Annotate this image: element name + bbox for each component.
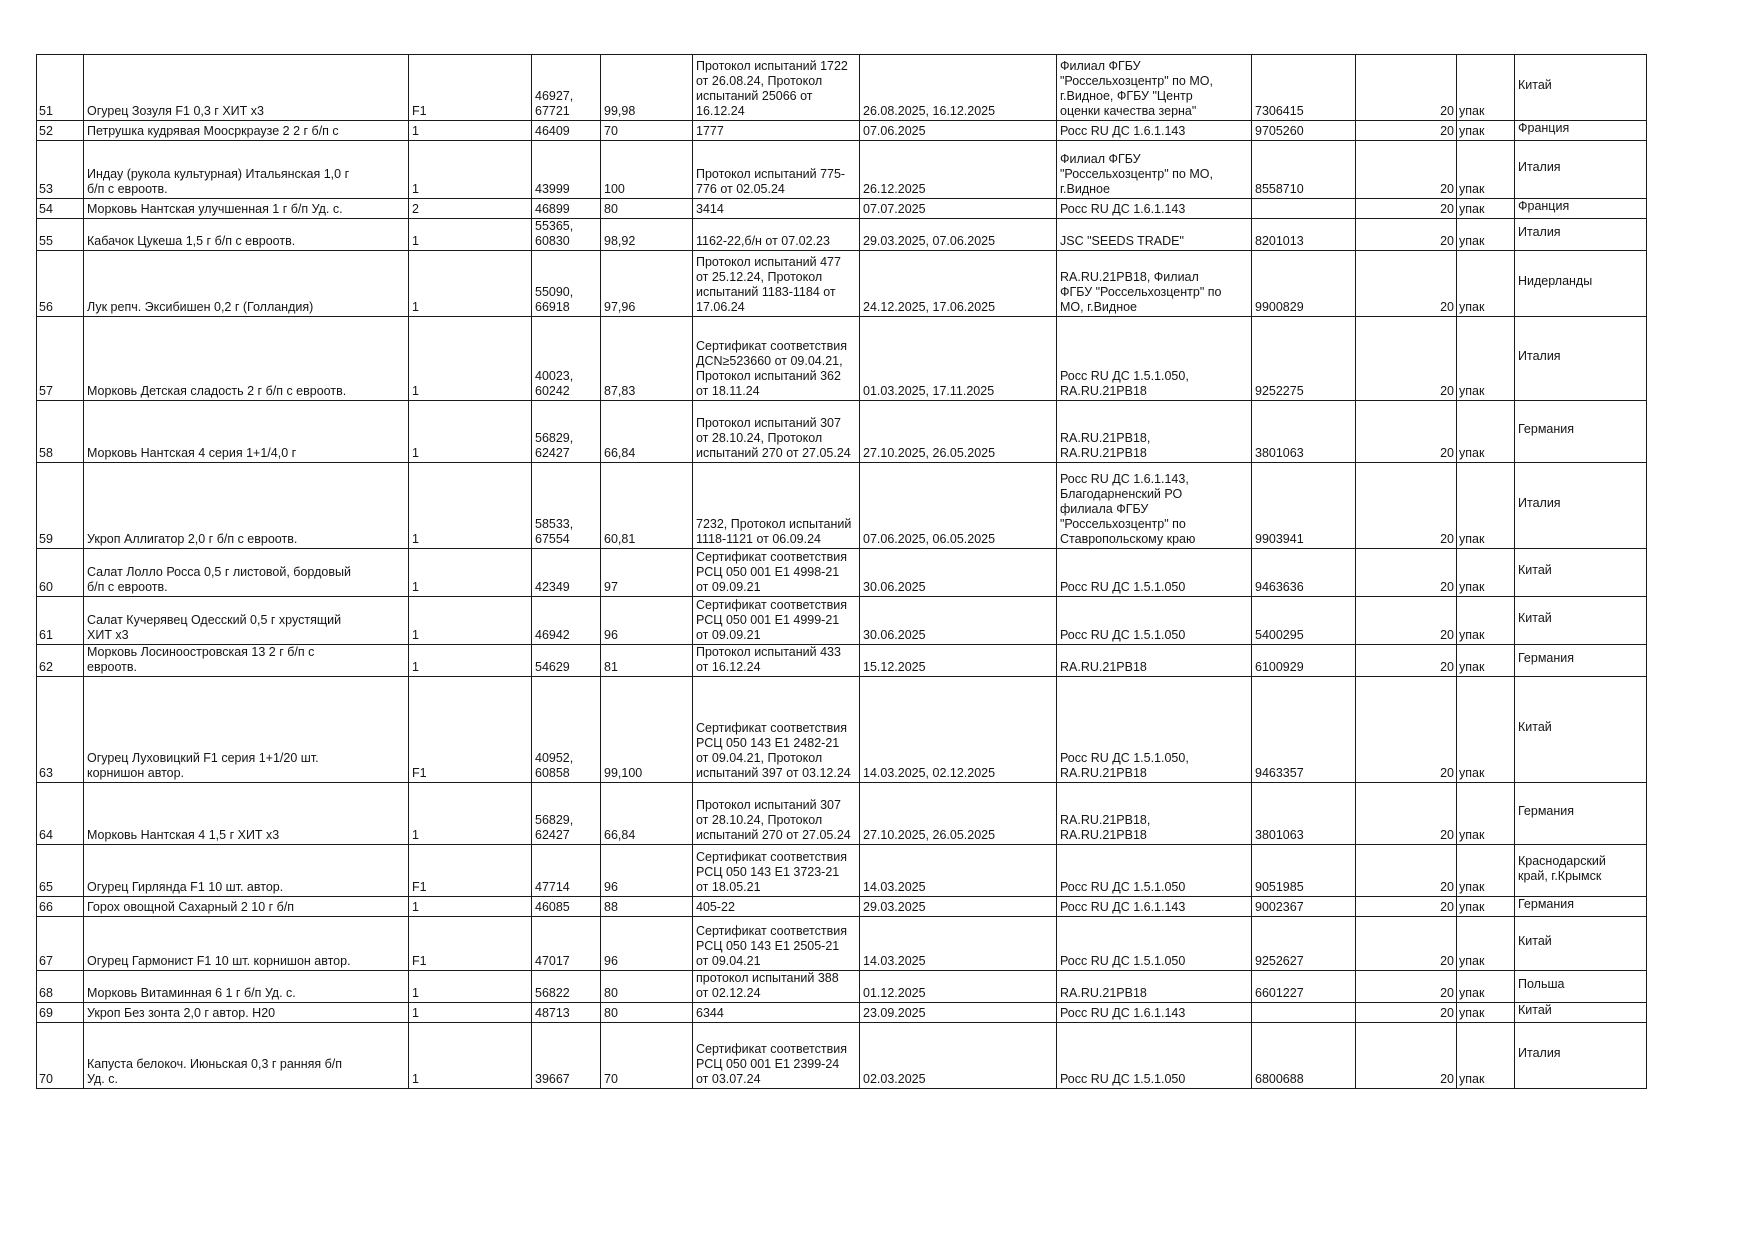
row-number-cell: 70 xyxy=(37,1023,84,1089)
country-of-origin-cell: Германия xyxy=(1515,897,1647,917)
lot-number-cell: 56829, 62427 xyxy=(532,783,601,845)
quantity-cell: 20 xyxy=(1356,677,1457,783)
germination-rate-cell: 96 xyxy=(601,845,693,897)
unit-cell: упак xyxy=(1457,897,1515,917)
lot-number-cell: 47017 xyxy=(532,917,601,971)
product-code-cell: 9252627 xyxy=(1252,917,1356,971)
country-of-origin-cell: Польша xyxy=(1515,971,1647,1003)
quantity-cell: 20 xyxy=(1356,401,1457,463)
table-row xyxy=(37,549,1647,597)
quantity-cell: 20 xyxy=(1356,219,1457,251)
country-of-origin-cell: Краснодарский край, г.Крымск xyxy=(1515,845,1647,897)
lot-number-cell: 54629 xyxy=(532,645,601,677)
lot-number-cell: 46409 xyxy=(532,121,601,141)
test-document-cell: 6344 xyxy=(693,1003,860,1023)
issuing-authority-cell: Росс RU ДС 1.6.1.143 xyxy=(1057,121,1252,141)
table-row xyxy=(37,317,1647,401)
lot-number-cell: 48713 xyxy=(532,1003,601,1023)
valid-until-cell: 26.08.2025, 16.12.2025 xyxy=(860,55,1057,121)
row-number-cell: 61 xyxy=(37,597,84,645)
quantity-cell: 20 xyxy=(1356,251,1457,317)
valid-until-cell: 24.12.2025, 17.06.2025 xyxy=(860,251,1057,317)
quantity-cell: 20 xyxy=(1356,121,1457,141)
quantity-cell: 20 xyxy=(1356,1023,1457,1089)
lot-number-cell: 42349 xyxy=(532,549,601,597)
test-document-cell: Протокол испытаний 1722 от 26.08.24, Протокол испытаний 25066 от 16.12.24 xyxy=(693,55,860,121)
table-row xyxy=(37,463,1647,549)
product-name-cell: Салат Лолло Росса 0,5 г листовой, бордовый б/п с евроотв. xyxy=(84,549,409,597)
table-row xyxy=(37,199,1647,219)
test-document-cell: Протокол испытаний 477 от 25.12.24, Протокол испытаний 1183-1184 от 17.06.24 xyxy=(693,251,860,317)
lot-number-cell: 58533, 67554 xyxy=(532,463,601,549)
generation-cell: 1 xyxy=(409,597,532,645)
product-name-cell: Лук репч. Эксибишен 0,2 г (Голландия) xyxy=(84,251,409,317)
generation-cell: 1 xyxy=(409,783,532,845)
germination-rate-cell: 97 xyxy=(601,549,693,597)
generation-cell: 1 xyxy=(409,401,532,463)
issuing-authority-cell: RA.RU.21РВ18 xyxy=(1057,645,1252,677)
generation-cell: 1 xyxy=(409,463,532,549)
issuing-authority-cell: Росс RU ДС 1.5.1.050, RA.RU.21РВ18 xyxy=(1057,317,1252,401)
quantity-cell: 20 xyxy=(1356,141,1457,199)
unit-cell: упак xyxy=(1457,463,1515,549)
product-name-cell: Огурец Гирлянда F1 10 шт. автор. xyxy=(84,845,409,897)
product-name-cell: Капуста белокоч. Июньская 0,3 г ранняя б/п Уд. с. xyxy=(84,1023,409,1089)
product-code-cell: 6100929 xyxy=(1252,645,1356,677)
generation-cell: F1 xyxy=(409,917,532,971)
country-of-origin-cell: Италия xyxy=(1515,141,1647,199)
germination-rate-cell: 96 xyxy=(601,597,693,645)
issuing-authority-cell: Росс RU ДС 1.5.1.050 xyxy=(1057,549,1252,597)
issuing-authority-cell: Филиал ФГБУ "Россельхозцентр" по МО, г.Видное, ФГБУ "Центр оценки качества зерна" xyxy=(1057,55,1252,121)
generation-cell: 1 xyxy=(409,549,532,597)
product-code-cell: 9463357 xyxy=(1252,677,1356,783)
product-code-cell: 3801063 xyxy=(1252,401,1356,463)
product-code-cell: 7306415 xyxy=(1252,55,1356,121)
germination-rate-cell: 70 xyxy=(601,1023,693,1089)
product-code-cell: 6800688 xyxy=(1252,1023,1356,1089)
row-number-cell: 64 xyxy=(37,783,84,845)
valid-until-cell: 07.07.2025 xyxy=(860,199,1057,219)
table-row xyxy=(37,141,1647,199)
quantity-cell: 20 xyxy=(1356,783,1457,845)
lot-number-cell: 46942 xyxy=(532,597,601,645)
table-row xyxy=(37,401,1647,463)
valid-until-cell: 14.03.2025, 02.12.2025 xyxy=(860,677,1057,783)
product-name-cell: Укроп Без зонта 2,0 г автор. Н20 xyxy=(84,1003,409,1023)
country-of-origin-cell: Франция xyxy=(1515,121,1647,141)
country-of-origin-cell: Китай xyxy=(1515,1003,1647,1023)
row-number-cell: 63 xyxy=(37,677,84,783)
unit-cell: упак xyxy=(1457,677,1515,783)
test-document-cell: Сертификат соответствия РСЦ 050 001 Е1 2399-24 от 03.07.24 xyxy=(693,1023,860,1089)
germination-rate-cell: 81 xyxy=(601,645,693,677)
quantity-cell: 20 xyxy=(1356,55,1457,121)
generation-cell: 1 xyxy=(409,1003,532,1023)
row-number-cell: 57 xyxy=(37,317,84,401)
lot-number-cell: 40023, 60242 xyxy=(532,317,601,401)
lot-number-cell: 56822 xyxy=(532,971,601,1003)
row-number-cell: 62 xyxy=(37,645,84,677)
generation-cell: F1 xyxy=(409,55,532,121)
table-row xyxy=(37,55,1647,121)
product-name-cell: Кабачок Цукеша 1,5 г б/п с евроотв. xyxy=(84,219,409,251)
product-code-cell: 9463636 xyxy=(1252,549,1356,597)
country-of-origin-cell: Нидерланды xyxy=(1515,251,1647,317)
product-name-cell: Петрушка кудрявая Моосркраузе 2 2 г б/п с xyxy=(84,121,409,141)
germination-rate-cell: 98,92 xyxy=(601,219,693,251)
country-of-origin-cell: Италия xyxy=(1515,1023,1647,1089)
unit-cell: упак xyxy=(1457,317,1515,401)
germination-rate-cell: 80 xyxy=(601,1003,693,1023)
row-number-cell: 66 xyxy=(37,897,84,917)
valid-until-cell: 07.06.2025 xyxy=(860,121,1057,141)
table-row xyxy=(37,783,1647,845)
row-number-cell: 68 xyxy=(37,971,84,1003)
issuing-authority-cell: RA.RU.21РВ18, RA.RU.21РВ18 xyxy=(1057,783,1252,845)
table-row xyxy=(37,917,1647,971)
product-code-cell: 8558710 xyxy=(1252,141,1356,199)
generation-cell: 2 xyxy=(409,199,532,219)
test-document-cell: Протокол испытаний 307 от 28.10.24, Протокол испытаний 270 от 27.05.24 xyxy=(693,783,860,845)
germination-rate-cell: 96 xyxy=(601,917,693,971)
unit-cell: упак xyxy=(1457,971,1515,1003)
lot-number-cell: 56829, 62427 xyxy=(532,401,601,463)
lot-number-cell: 55090, 66918 xyxy=(532,251,601,317)
product-name-cell: Огурец Гармонист F1 10 шт. корнишон автор. xyxy=(84,917,409,971)
product-code-cell: 9051985 xyxy=(1252,845,1356,897)
table-row xyxy=(37,1003,1647,1023)
valid-until-cell: 07.06.2025, 06.05.2025 xyxy=(860,463,1057,549)
table-row xyxy=(37,251,1647,317)
product-name-cell: Морковь Нантская улучшенная 1 г б/п Уд. с. xyxy=(84,199,409,219)
table-row xyxy=(37,677,1647,783)
product-code-cell xyxy=(1252,1003,1356,1023)
product-code-cell xyxy=(1252,199,1356,219)
country-of-origin-cell: Китай xyxy=(1515,549,1647,597)
unit-cell: упак xyxy=(1457,121,1515,141)
issuing-authority-cell: Росс RU ДС 1.6.1.143 xyxy=(1057,1003,1252,1023)
generation-cell: F1 xyxy=(409,677,532,783)
test-document-cell: Сертификат соответствия РСЦ 050 001 Е1 4998-21 от 09.09.21 xyxy=(693,549,860,597)
germination-rate-cell: 66,84 xyxy=(601,783,693,845)
germination-rate-cell: 80 xyxy=(601,199,693,219)
quantity-cell: 20 xyxy=(1356,897,1457,917)
quantity-cell: 20 xyxy=(1356,463,1457,549)
unit-cell: упак xyxy=(1457,141,1515,199)
unit-cell: упак xyxy=(1457,199,1515,219)
test-document-cell: Сертификат соответствия РСЦ 050 143 Е1 2482-21 от 09.04.21, Протокол испытаний 397 от 03.12.24 xyxy=(693,677,860,783)
quantity-cell: 20 xyxy=(1356,597,1457,645)
test-document-cell: Сертификат соответствия РСЦ 050 143 Е1 3723-21 от 18.05.21 xyxy=(693,845,860,897)
valid-until-cell: 30.06.2025 xyxy=(860,549,1057,597)
valid-until-cell: 01.03.2025, 17.11.2025 xyxy=(860,317,1057,401)
row-number-cell: 51 xyxy=(37,55,84,121)
product-name-cell: Укроп Аллигатор 2,0 г б/п с евроотв. xyxy=(84,463,409,549)
test-document-cell: Протокол испытаний 775- 776 от 02.05.24 xyxy=(693,141,860,199)
test-document-cell: Протокол испытаний 433 от 16.12.24 xyxy=(693,645,860,677)
germination-rate-cell: 99,98 xyxy=(601,55,693,121)
product-name-cell: Морковь Лосиноостровская 13 2 г б/п с евроотв. xyxy=(84,645,409,677)
lot-number-cell: 46899 xyxy=(532,199,601,219)
product-code-cell: 9903941 xyxy=(1252,463,1356,549)
unit-cell: упак xyxy=(1457,401,1515,463)
issuing-authority-cell: Росс RU ДС 1.5.1.050, RA.RU.21РВ18 xyxy=(1057,677,1252,783)
test-document-cell: Протокол испытаний 307 от 28.10.24, Протокол испытаний 270 от 27.05.24 xyxy=(693,401,860,463)
issuing-authority-cell: Филиал ФГБУ "Россельхозцентр" по МО, г.Видное xyxy=(1057,141,1252,199)
issuing-authority-cell: Росс RU ДС 1.5.1.050 xyxy=(1057,1023,1252,1089)
germination-rate-cell: 80 xyxy=(601,971,693,1003)
lot-number-cell: 47714 xyxy=(532,845,601,897)
product-name-cell: Горох овощной Сахарный 2 10 г б/п xyxy=(84,897,409,917)
table-row xyxy=(37,597,1647,645)
valid-until-cell: 26.12.2025 xyxy=(860,141,1057,199)
generation-cell: 1 xyxy=(409,251,532,317)
generation-cell: 1 xyxy=(409,317,532,401)
country-of-origin-cell: Германия xyxy=(1515,401,1647,463)
lot-number-cell: 46085 xyxy=(532,897,601,917)
issuing-authority-cell: Росс RU ДС 1.5.1.050 xyxy=(1057,917,1252,971)
product-code-cell: 9900829 xyxy=(1252,251,1356,317)
germination-rate-cell: 100 xyxy=(601,141,693,199)
germination-rate-cell: 70 xyxy=(601,121,693,141)
unit-cell: упак xyxy=(1457,219,1515,251)
country-of-origin-cell: Франция xyxy=(1515,199,1647,219)
product-code-cell: 6601227 xyxy=(1252,971,1356,1003)
unit-cell: упак xyxy=(1457,597,1515,645)
unit-cell: упак xyxy=(1457,645,1515,677)
generation-cell: 1 xyxy=(409,645,532,677)
quantity-cell: 20 xyxy=(1356,645,1457,677)
unit-cell: упак xyxy=(1457,549,1515,597)
test-document-cell: Сертификат соответствия РСЦ 050 001 Е1 4999-21 от 09.09.21 xyxy=(693,597,860,645)
country-of-origin-cell: Италия xyxy=(1515,317,1647,401)
valid-until-cell: 14.03.2025 xyxy=(860,845,1057,897)
lot-number-cell: 55365, 60830 xyxy=(532,219,601,251)
row-number-cell: 69 xyxy=(37,1003,84,1023)
issuing-authority-cell: Росс RU ДС 1.5.1.050 xyxy=(1057,845,1252,897)
row-number-cell: 55 xyxy=(37,219,84,251)
quantity-cell: 20 xyxy=(1356,845,1457,897)
test-document-cell: Сертификат соответствия ДСN≥523660 от 09.04.21, Протокол испытаний 362 от 18.11.24 xyxy=(693,317,860,401)
country-of-origin-cell: Китай xyxy=(1515,917,1647,971)
valid-until-cell: 14.03.2025 xyxy=(860,917,1057,971)
quantity-cell: 20 xyxy=(1356,199,1457,219)
country-of-origin-cell: Китай xyxy=(1515,55,1647,121)
valid-until-cell: 27.10.2025, 26.05.2025 xyxy=(860,401,1057,463)
germination-rate-cell: 97,96 xyxy=(601,251,693,317)
quantity-cell: 20 xyxy=(1356,971,1457,1003)
table-row xyxy=(37,971,1647,1003)
issuing-authority-cell: Росс RU ДС 1.6.1.143, Благодарненский РО филиала ФГБУ "Россельхозцентр" по Ставропольскому краю xyxy=(1057,463,1252,549)
table-row xyxy=(37,121,1647,141)
row-number-cell: 59 xyxy=(37,463,84,549)
product-name-cell: Морковь Нантская 4 серия 1+1/4,0 г xyxy=(84,401,409,463)
product-code-cell: 3801063 xyxy=(1252,783,1356,845)
issuing-authority-cell: Росс RU ДС 1.6.1.143 xyxy=(1057,897,1252,917)
test-document-cell: 405-22 xyxy=(693,897,860,917)
table-row xyxy=(37,1023,1647,1089)
product-name-cell: Огурец Луховицкий F1 серия 1+1/20 шт. корнишон автор. xyxy=(84,677,409,783)
unit-cell: упак xyxy=(1457,1023,1515,1089)
test-document-cell: 1777 xyxy=(693,121,860,141)
germination-rate-cell: 87,83 xyxy=(601,317,693,401)
country-of-origin-cell: Италия xyxy=(1515,219,1647,251)
germination-rate-cell: 88 xyxy=(601,897,693,917)
table-row xyxy=(37,645,1647,677)
valid-until-cell: 02.03.2025 xyxy=(860,1023,1057,1089)
table-row xyxy=(37,845,1647,897)
quantity-cell: 20 xyxy=(1356,317,1457,401)
product-name-cell: Огурец Зозуля F1 0,3 г ХИТ х3 xyxy=(84,55,409,121)
issuing-authority-cell: RA.RU.21РВ18, RA.RU.21РВ18 xyxy=(1057,401,1252,463)
country-of-origin-cell: Италия xyxy=(1515,463,1647,549)
generation-cell: 1 xyxy=(409,219,532,251)
valid-until-cell: 23.09.2025 xyxy=(860,1003,1057,1023)
germination-rate-cell: 66,84 xyxy=(601,401,693,463)
product-code-cell: 9002367 xyxy=(1252,897,1356,917)
country-of-origin-cell: Китай xyxy=(1515,597,1647,645)
test-document-cell: протокол испытаний 388 от 02.12.24 xyxy=(693,971,860,1003)
generation-cell: 1 xyxy=(409,971,532,1003)
unit-cell: упак xyxy=(1457,1003,1515,1023)
valid-until-cell: 01.12.2025 xyxy=(860,971,1057,1003)
unit-cell: упак xyxy=(1457,917,1515,971)
table-row xyxy=(37,897,1647,917)
generation-cell: 1 xyxy=(409,1023,532,1089)
product-code-cell: 9705260 xyxy=(1252,121,1356,141)
product-name-cell: Индау (рукола культурная) Итальянская 1,0 г б/п с евроотв. xyxy=(84,141,409,199)
lot-number-cell: 40952, 60858 xyxy=(532,677,601,783)
germination-rate-cell: 99,100 xyxy=(601,677,693,783)
table-row xyxy=(37,219,1647,251)
unit-cell: упак xyxy=(1457,783,1515,845)
quantity-cell: 20 xyxy=(1356,549,1457,597)
generation-cell: 1 xyxy=(409,897,532,917)
issuing-authority-cell: RA.RU.21РВ18 xyxy=(1057,971,1252,1003)
issuing-authority-cell: Росс RU ДС 1.5.1.050 xyxy=(1057,597,1252,645)
issuing-authority-cell: RA.RU.21РВ18, Филиал ФГБУ "Россельхозцентр" по МО, г.Видное xyxy=(1057,251,1252,317)
lot-number-cell: 39667 xyxy=(532,1023,601,1089)
seed-certificate-table xyxy=(36,54,1647,1089)
quantity-cell: 20 xyxy=(1356,1003,1457,1023)
product-name-cell: Морковь Нантская 4 1,5 г ХИТ х3 xyxy=(84,783,409,845)
product-code-cell: 8201013 xyxy=(1252,219,1356,251)
test-document-cell: 1162-22,б/н от 07.02.23 xyxy=(693,219,860,251)
row-number-cell: 52 xyxy=(37,121,84,141)
unit-cell: упак xyxy=(1457,55,1515,121)
issuing-authority-cell: Росс RU ДС 1.6.1.143 xyxy=(1057,199,1252,219)
row-number-cell: 56 xyxy=(37,251,84,317)
product-name-cell: Морковь Витаминная 6 1 г б/п Уд. с. xyxy=(84,971,409,1003)
row-number-cell: 60 xyxy=(37,549,84,597)
product-code-cell: 5400295 xyxy=(1252,597,1356,645)
product-name-cell: Салат Кучерявец Одесский 0,5 г хрустящий ХИТ х3 xyxy=(84,597,409,645)
valid-until-cell: 29.03.2025 xyxy=(860,897,1057,917)
generation-cell: 1 xyxy=(409,141,532,199)
test-document-cell: 3414 xyxy=(693,199,860,219)
valid-until-cell: 27.10.2025, 26.05.2025 xyxy=(860,783,1057,845)
country-of-origin-cell: Германия xyxy=(1515,645,1647,677)
germination-rate-cell: 60,81 xyxy=(601,463,693,549)
valid-until-cell: 30.06.2025 xyxy=(860,597,1057,645)
valid-until-cell: 29.03.2025, 07.06.2025 xyxy=(860,219,1057,251)
row-number-cell: 58 xyxy=(37,401,84,463)
unit-cell: упак xyxy=(1457,251,1515,317)
generation-cell: 1 xyxy=(409,121,532,141)
lot-number-cell: 46927, 67721 xyxy=(532,55,601,121)
row-number-cell: 65 xyxy=(37,845,84,897)
test-document-cell: 7232, Протокол испытаний 1118-1121 от 06.09.24 xyxy=(693,463,860,549)
test-document-cell: Сертификат соответствия РСЦ 050 143 Е1 2505-21 от 09.04.21 xyxy=(693,917,860,971)
generation-cell: F1 xyxy=(409,845,532,897)
country-of-origin-cell: Китай xyxy=(1515,677,1647,783)
issuing-authority-cell: JSC "SEEDS TRADE" xyxy=(1057,219,1252,251)
valid-until-cell: 15.12.2025 xyxy=(860,645,1057,677)
row-number-cell: 54 xyxy=(37,199,84,219)
unit-cell: упак xyxy=(1457,845,1515,897)
lot-number-cell: 43999 xyxy=(532,141,601,199)
row-number-cell: 67 xyxy=(37,917,84,971)
product-code-cell: 9252275 xyxy=(1252,317,1356,401)
row-number-cell: 53 xyxy=(37,141,84,199)
product-name-cell: Морковь Детская сладость 2 г б/п с евроотв. xyxy=(84,317,409,401)
quantity-cell: 20 xyxy=(1356,917,1457,971)
country-of-origin-cell: Германия xyxy=(1515,783,1647,845)
